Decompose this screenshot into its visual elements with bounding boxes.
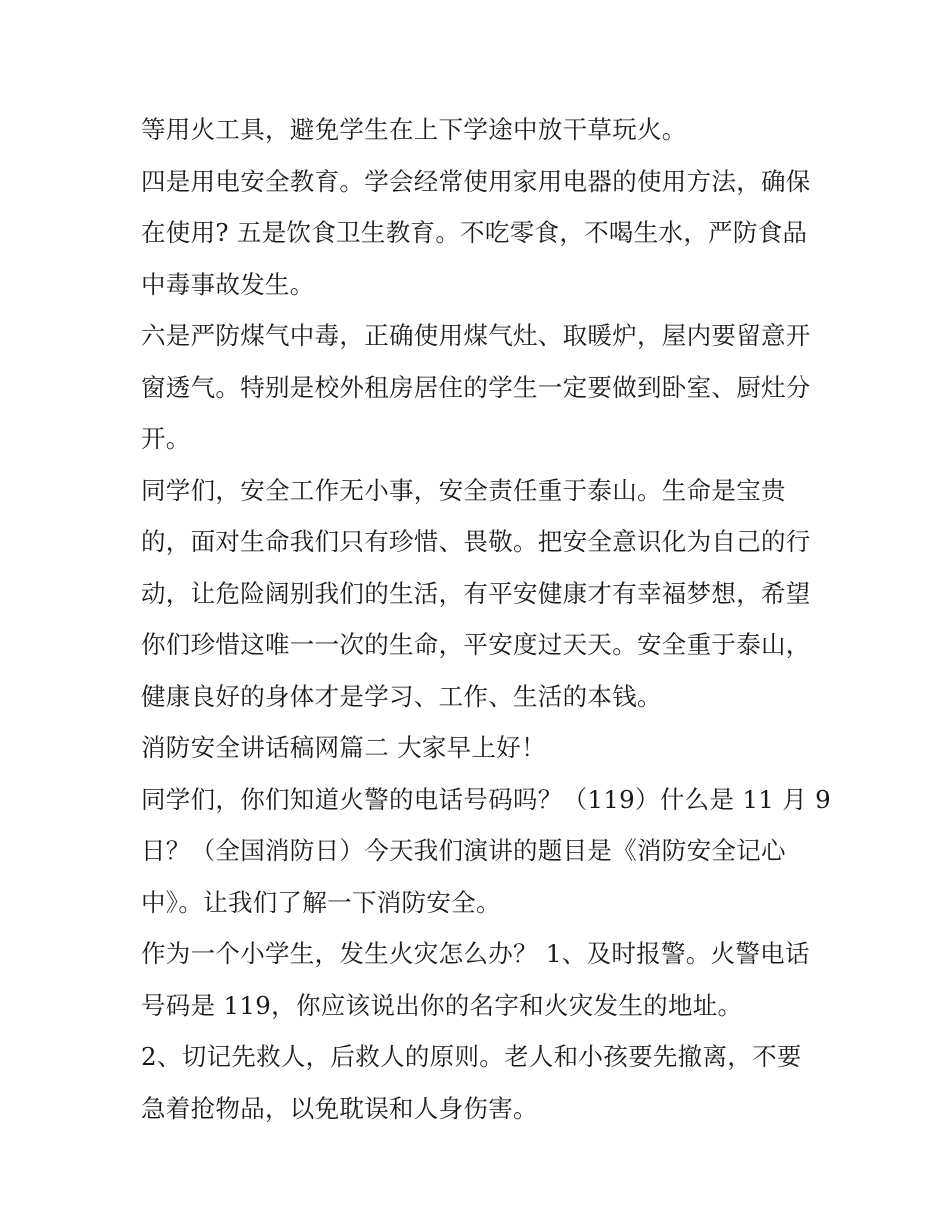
text-line: 动，让危险阔别我们的生活，有平安健康才有幸福梦想，希望 bbox=[141, 578, 811, 608]
text-line: 等用火工具，避免学生在上下学途中放干草玩火。 bbox=[141, 115, 687, 144]
text-line: 急着抢物品，以免耽误和人身伤害。 bbox=[141, 1093, 538, 1123]
document-body bbox=[141, 104, 831, 1134]
text-line: 同学们，你们知道火警的电话号码吗？（119）什么是 11 月 9 bbox=[141, 784, 831, 814]
text-line: 日？（全国消防日）今天我们演讲的题目是《消防安全记心 bbox=[141, 836, 786, 865]
text-line: 窗透气。特别是校外租房居住的学生一定要做到卧室、厨灶分 bbox=[141, 372, 811, 402]
text-line: 的，面对生命我们只有珍惜、畏敬。把安全意识化为自己的行 bbox=[141, 527, 811, 556]
text-line: 你们珍惜这唯一一次的生命，平安度过天天。安全重于泰山， bbox=[141, 630, 811, 659]
text-line: 号码是 119，你应该说出你的名字和火灾发生的地址。 bbox=[141, 990, 743, 1020]
text-line: 在使用? 五是饮食卫生教育。不吃零食，不喝生水，严防食品 bbox=[141, 218, 808, 247]
text-line: 2、切记先救人，后救人的原则。老人和小孩要先撤离，不要 bbox=[141, 1042, 802, 1071]
text-line: 健康良好的身体才是学习、工作、生活的本钱。 bbox=[141, 681, 662, 711]
text-line: 四是用电安全教育。学会经常使用家用电器的使用方法，确保 bbox=[141, 166, 811, 196]
text-line: 中毒事故发生。 bbox=[141, 269, 315, 299]
text-line: 作为一个小学生，发生火灾怎么办？ 1、及时报警。火警电话 bbox=[141, 939, 810, 968]
text-line: 开。 bbox=[141, 424, 191, 453]
text-line: 六是严防煤气中毒，正确使用煤气灶、取暖炉，屋内要留意开 bbox=[141, 321, 811, 350]
text-line: 同学们，安全工作无小事，安全责任重于泰山。生命是宝贵 bbox=[141, 475, 786, 505]
text-line: 中》。让我们了解一下消防安全。 bbox=[141, 887, 501, 917]
section-heading-line: 消防安全讲话稿网篇二 大家早上好！ bbox=[141, 733, 546, 762]
